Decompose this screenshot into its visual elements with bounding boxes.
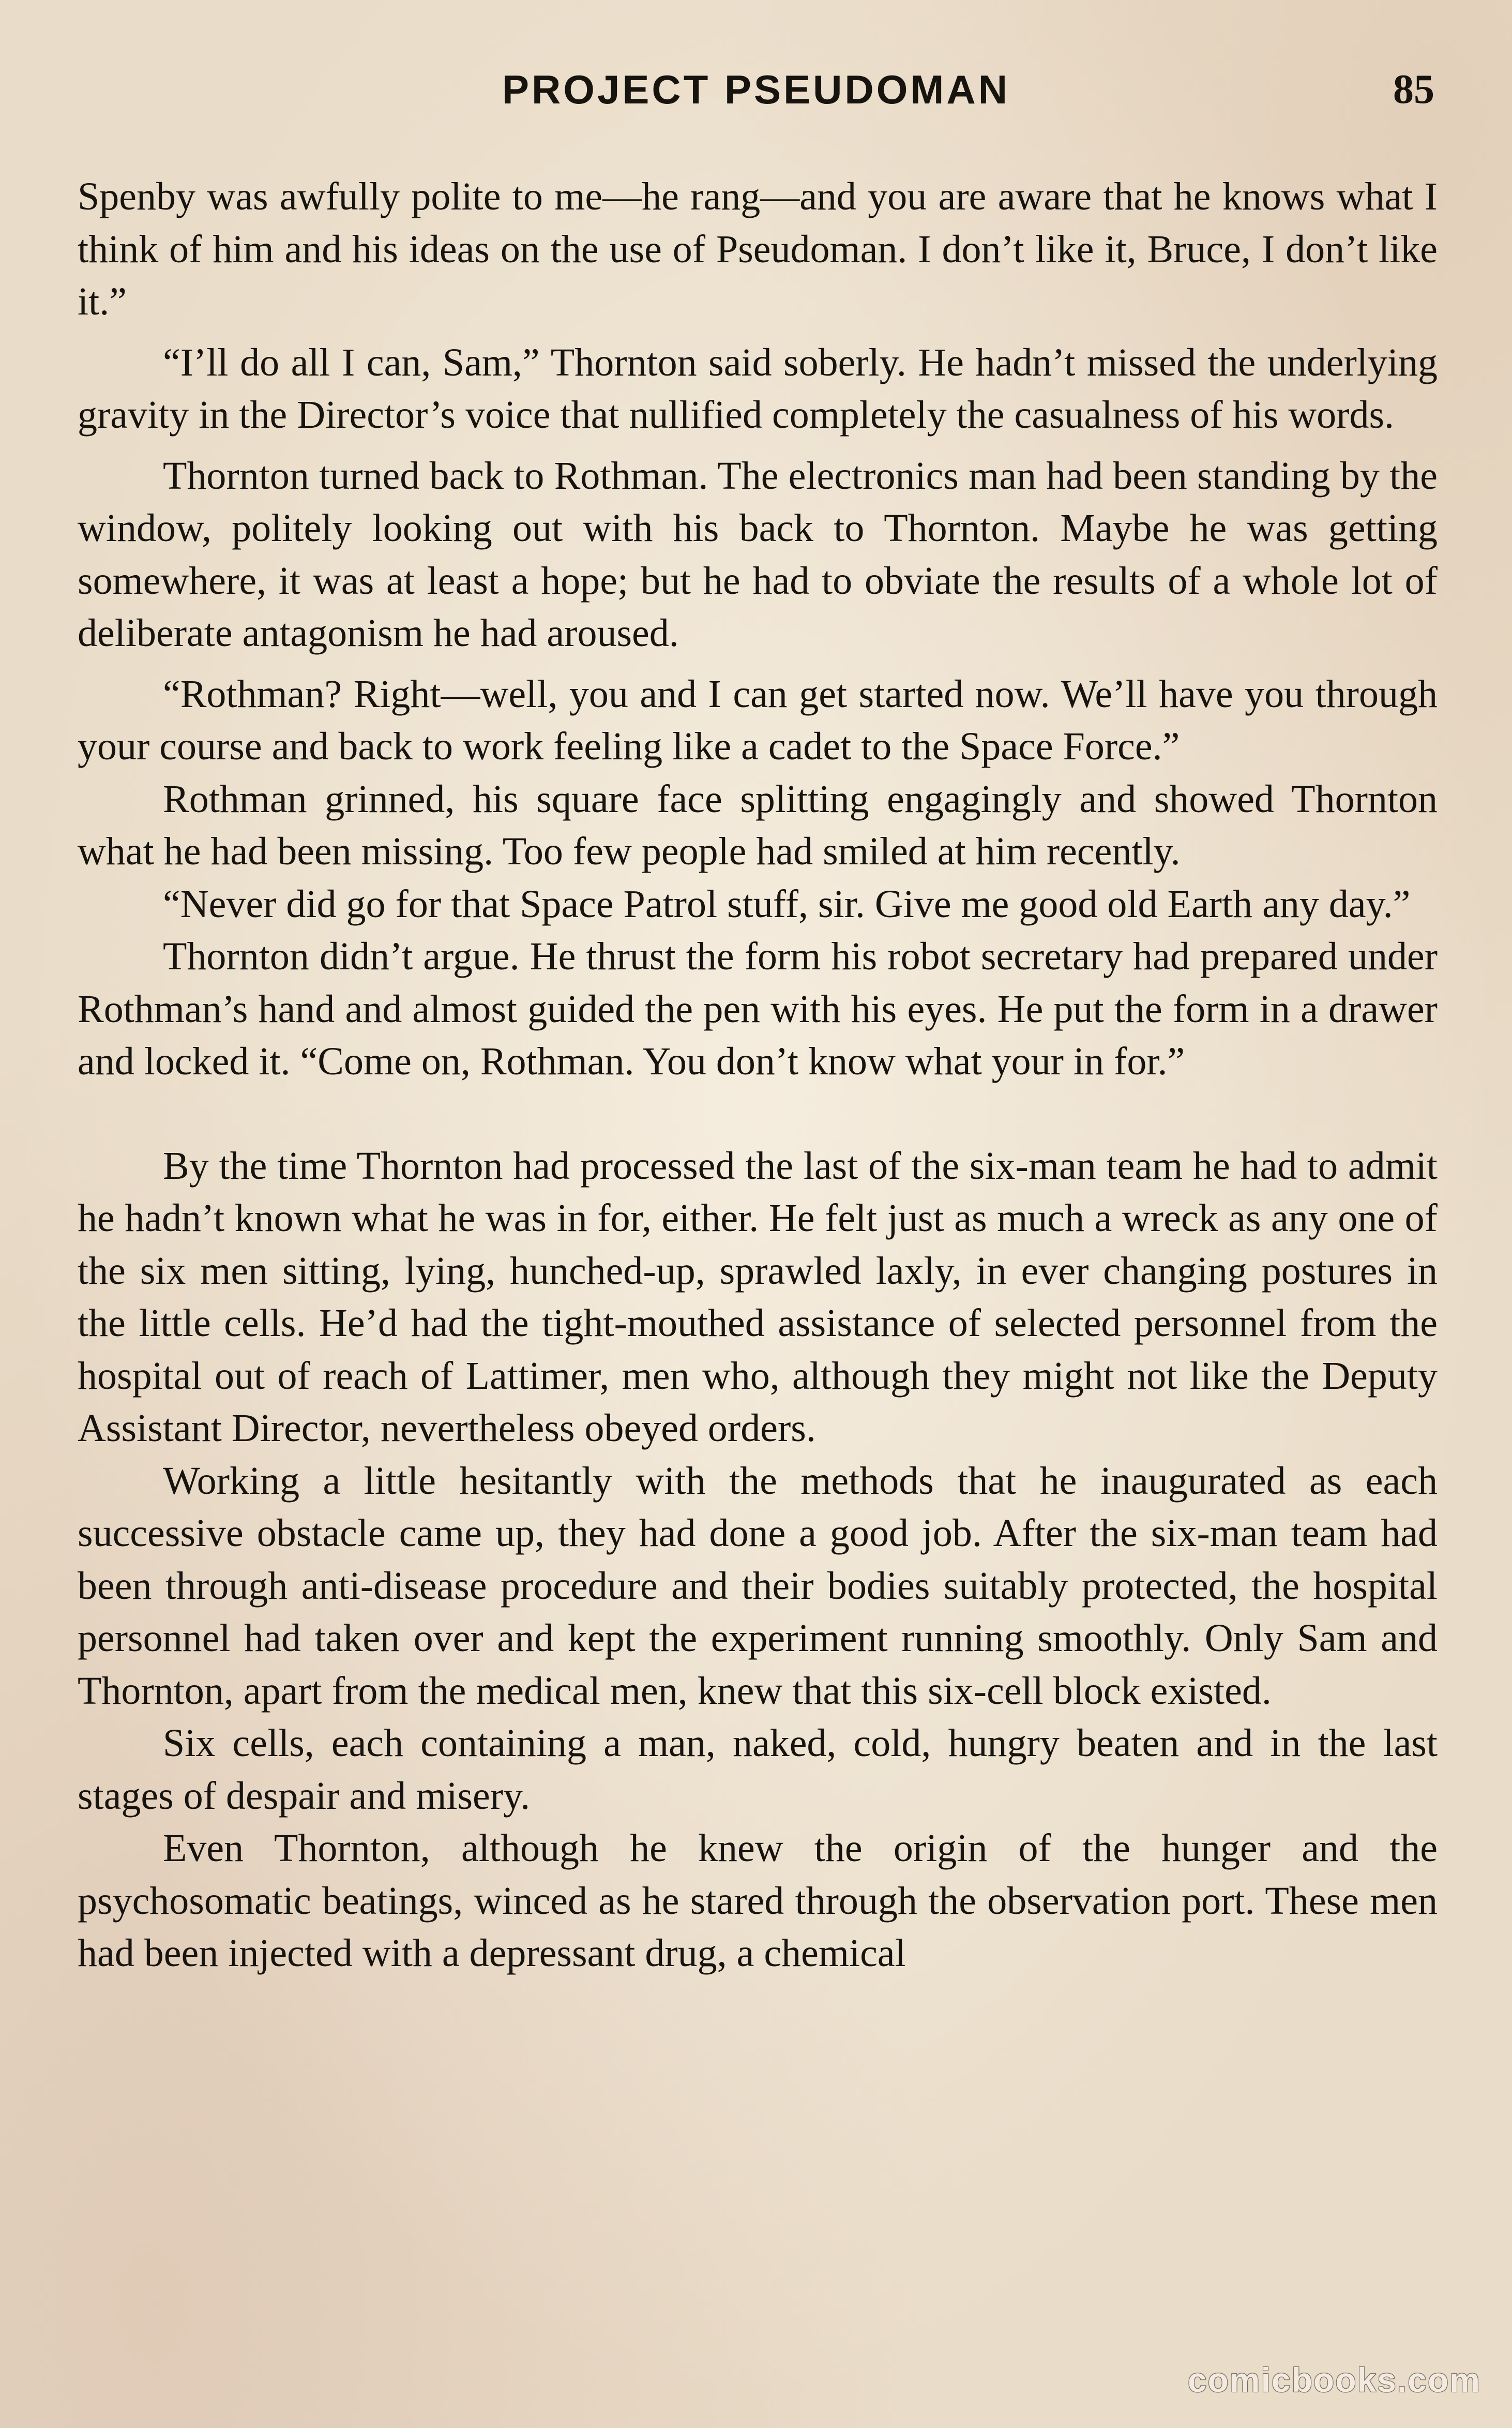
paragraph: Working a little hesitantly with the methods that he inaugurated as each successive obstacle came up, they had done a good job. After the six-man team had been through anti-disease procedure and their bodies suitably protected, the hospital personnel had taken over and kept the experiment running smoothly. Only Sam and Thornton, apart from the medical men, knew that this six-cell block existed. — [78, 1459, 1438, 1713]
paragraph: “Rothman? Right—well, you and I can get started now. We’ll have you through your course and back to work feeling like a cadet to the Space Force.” — [78, 672, 1438, 768]
paragraph: Rothman grinned, his square face splitting engagingly and showed Thornton what he had been missing. Too few people had smiled at him recently. — [78, 777, 1438, 873]
paragraph: By the time Thornton had processed the last of the six-man team he had to admit he hadn’t known what he was in for, either. He felt just as much a wreck as any one of the six men sitting, lying, hunched-up, sprawled laxly, in ever changing postures in the little cells. He’d had the tight-mouthed assistance of selected personnel from the hospital out of reach of Lattimer, men who, although they might not like the Deputy Assistant Director, nevertheless obeyed orders. — [78, 1144, 1438, 1450]
paragraph: Six cells, each containing a man, naked, cold, hungry beaten and in the last stages of despair and misery. — [78, 1721, 1438, 1818]
paragraph: Spenby was awfully polite to me—he rang—and you are aware that he knows what I think of him and his ideas on the use of Pseudoman. I don’t like it, Bruce, I don’t like it.” — [78, 175, 1438, 323]
running-title: PROJECT PSEUDOMAN — [502, 67, 1010, 112]
paragraph: “Never did go for that Space Patrol stuff, sir. Give me good old Earth any day.” — [163, 882, 1411, 926]
paragraph: Even Thornton, although he knew the origin of the hunger and the psychosomatic beatings, winced as he stared through the observation port. These men had been injected with a depressant drug, a chemical — [78, 1826, 1438, 1975]
watermark: comicbooks.com — [1187, 2361, 1481, 2399]
body-text — [78, 171, 1438, 1980]
paragraph: Thornton didn’t argue. He thrust the form his robot secretary had prepared under Rothman’s hand and almost guided the pen with his eyes. He put the form in a drawer and locked it. “Come on, Rothman. You don’t know what your in for.” — [78, 935, 1438, 1083]
running-head — [0, 61, 1512, 118]
paragraph: “I’ll do all I can, Sam,” Thornton said soberly. He hadn’t missed the underlying gravity in the Director’s voice that nullified completely the casualness of his words. — [78, 340, 1438, 437]
page-number: 85 — [1393, 67, 1434, 112]
paragraph: Thornton turned back to Rothman. The electronics man had been standing by the window, politely looking out with his back to Thornton. Maybe he was getting somewhere, it was at least a hope; but he had to obviate the results of a whole lot of deliberate antagonism he had aroused. — [78, 454, 1438, 655]
section-break — [78, 1088, 1438, 1140]
